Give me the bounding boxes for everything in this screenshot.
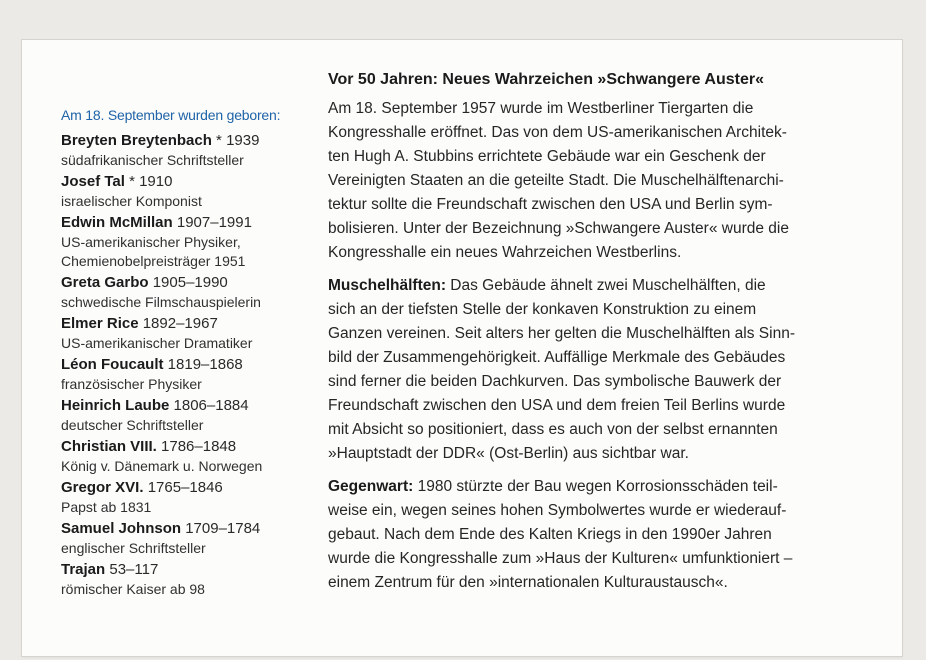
person-dates: 1907–1991: [172, 214, 252, 231]
person-description: deutscher Schriftsteller: [61, 417, 204, 433]
article-title: Vor 50 Jahren: Neues Wahrzeichen »Schwangere Auster«: [328, 71, 765, 88]
person-name: Elmer Rice: [61, 315, 139, 332]
person-description: Papst ab 1831: [61, 499, 152, 515]
person-description: südafrikanischer Schriftsteller: [61, 152, 244, 168]
birthday-entry: [61, 437, 316, 476]
person-name: Josef Tal: [61, 173, 125, 190]
article-line: mit Absicht so positioniert, dass es auch von der selbst ernannten: [328, 421, 778, 438]
person-name: Christian VIII.: [61, 438, 157, 455]
person-description: englischer Schriftsteller: [61, 540, 206, 556]
person-dates: * 1939: [211, 132, 260, 149]
birthday-entry: [61, 213, 316, 271]
person-dates: 1709–1784: [181, 520, 261, 537]
article-line: einem Zentrum für den »internationalen Kulturaustausch«.: [328, 574, 728, 591]
article-section-present: [328, 475, 863, 595]
person-description: US-amerikanischer Dramatiker: [61, 335, 253, 351]
article-line: bild der Zusammengehörigkeit. Auffällige Merkmale des Gebäudes: [328, 349, 786, 366]
article-line: sich an der tiefsten Stelle der konkaven Konstruktion zu einem: [328, 301, 757, 318]
birthday-entry: [61, 560, 316, 599]
article-column: [328, 71, 863, 604]
article-line: Kongresshalle ein neues Wahrzeichen Westberlins.: [328, 244, 682, 261]
birthday-entry: [61, 355, 316, 394]
article-line: Vereinigten Staaten an die geteilte Stadt. Die Muschelhälftenarchi-: [328, 172, 784, 189]
birthday-entry: [61, 172, 316, 211]
birthday-entry: [61, 273, 316, 312]
article-line: Kongresshalle eröffnet. Das von dem US-amerikanischen Architek-: [328, 124, 787, 141]
birthday-entry: [61, 131, 316, 170]
person-dates: 1765–1846: [143, 479, 223, 496]
article-line: »Hauptstadt der DDR« (Ost-Berlin) aus sichtbar war.: [328, 445, 689, 462]
person-name: Breyten Breytenbach: [61, 132, 212, 149]
article-intro: [328, 97, 863, 265]
person-name: Trajan: [61, 561, 106, 578]
person-name: Heinrich Laube: [61, 397, 170, 414]
article-line: 1980 stürzte der Bau wegen Korrosionsschäden teil-: [417, 478, 778, 495]
person-dates: 1819–1868: [163, 356, 243, 373]
person-description: israelischer Komponist: [61, 193, 202, 209]
person-name: Léon Foucault: [61, 356, 164, 373]
person-dates: 1892–1967: [138, 315, 218, 332]
birthdays-list: [61, 131, 316, 599]
article-line: Ganzen vereinen. Seit alters her gelten die Muschelhälften als Sinn-: [328, 325, 795, 342]
person-name: Edwin McMillan: [61, 214, 173, 231]
birthdays-column: [61, 107, 316, 601]
birthdays-heading: Am 18. September wurden geboren:: [61, 107, 281, 123]
article-line: sind ferner die beiden Dachkurven. Das symbolische Bauwerk der: [328, 373, 782, 390]
person-description: König v. Dänemark u. Norwegen: [61, 458, 263, 474]
person-dates: * 1910: [124, 173, 173, 190]
article-line: tektur sollte die Freundschaft zwischen den USA und Berlin sym-: [328, 196, 773, 213]
person-dates: 1786–1848: [156, 438, 237, 455]
article-line: gebaut. Nach dem Ende des Kalten Kriegs in den 1990er Jahren: [328, 526, 772, 543]
birthday-entry: [61, 396, 316, 435]
birthday-entry: [61, 314, 316, 353]
person-name: Samuel Johnson: [61, 520, 182, 537]
section-label: Gegenwart:: [328, 478, 414, 495]
person-description: US-amerikanischer Physiker,: [61, 234, 241, 250]
person-description: römischer Kaiser ab 98: [61, 581, 205, 597]
person-dates: 53–117: [105, 561, 159, 578]
article-section-shells: [328, 274, 863, 466]
person-name: Greta Garbo: [61, 274, 149, 291]
person-name: Gregor XVI.: [61, 479, 144, 496]
person-description: schwedische Filmschauspielerin: [61, 294, 261, 310]
section-label: Muschelhälften:: [328, 277, 446, 294]
article-line: Das Gebäude ähnelt zwei Muschelhälften, die: [450, 277, 766, 294]
article-line: weise ein, wegen seines hohen Symbolwertes wurde er wiederauf-: [328, 502, 787, 519]
article-line: wurde die Kongresshalle zum »Haus der Kulturen« umfunktioniert –: [328, 550, 793, 567]
person-description: französischer Physiker: [61, 376, 202, 392]
article-line: bolisieren. Unter der Bezeichnung »Schwangere Auster« wurde die: [328, 220, 789, 237]
article-line: Freundschaft zwischen den USA und dem freien Teil Berlins wurde: [328, 397, 786, 414]
person-description: Chemienobelpreisträger 1951: [61, 253, 246, 269]
article-line: Am 18. September 1957 wurde im Westberliner Tiergarten die: [328, 100, 754, 117]
article-line: ten Hugh A. Stubbins errichtete Gebäude war ein Geschenk der: [328, 148, 766, 165]
birthday-entry: [61, 519, 316, 558]
person-dates: 1806–1884: [169, 397, 249, 414]
person-dates: 1905–1990: [148, 274, 228, 291]
birthday-entry: [61, 478, 316, 517]
